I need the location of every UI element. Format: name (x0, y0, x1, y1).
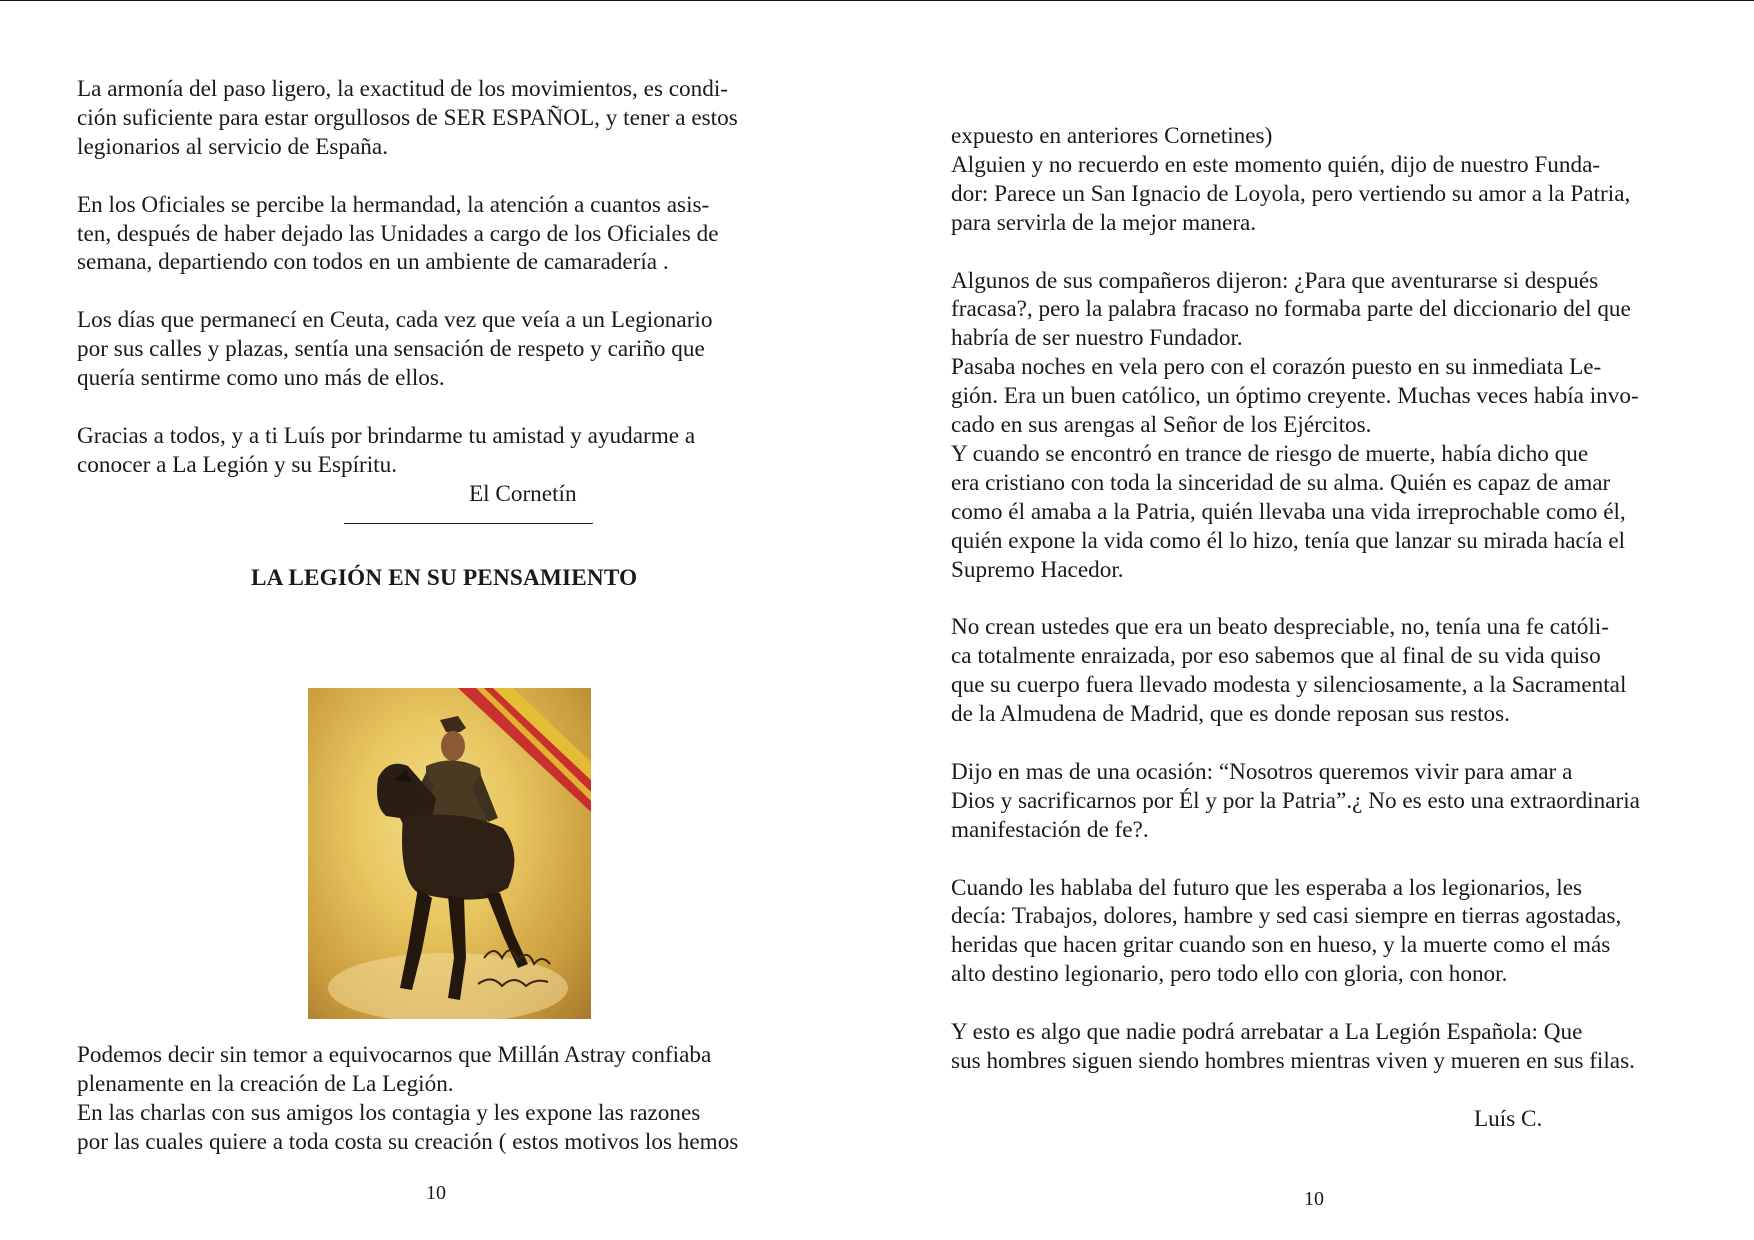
section-separator (344, 523, 593, 524)
page-number-right: 10 (1304, 1188, 1324, 1210)
left-paragraph-4: Gracias a todos, y a ti Luís por brindarme tu amistad y ayudarme a conocer a La Legión y su Espíritu. (77, 422, 696, 478)
right-paragraph-3: No crean ustedes que era un beato despreciable, no, tenía una fe católi- ca totalmente enraizada, por eso sabemos que al final de su vida quiso que su cuerpo fuera llevado modesta y silenciosamente, a la Sacramental de la Almudena de Madrid, que es donde reposan sus restos. (951, 614, 1627, 728)
author-signature: El Cornetín (469, 480, 577, 507)
right-paragraph-5: Cuando les hablaba del futuro que les esperaba a los legionarios, les decía: Trabajos, dolores, hambre y sed casi siempre en tierras agostadas, heridas que hacen gritar cuando son en hueso, y la muerte como el más alto destino legionario, pero todo ello con gloria, con honor. (951, 874, 1622, 988)
left-paragraph-2: En los Oficiales se percibe la hermandad, la atención a cuantos asis- ten, después de haber dejado las Unidades a cargo de los Oficiales de semana, departiendo con todos en un ambiente de camaradería . (77, 191, 719, 276)
left-paragraph-1: La armonía del paso ligero, la exactitud de los movimientos, es condi- ción suficiente para estar orgullosos de SER ESPAÑOL, y tener a estos legionarios al servicio de España. (77, 76, 738, 160)
right-paragraph-4: Dijo en mas de una ocasión: “Nosotros queremos vivir para amar a Dios y sacrificarnos por Él y por la Patria”.¿ No es esto una extraordinaria manifestación de fe?. (951, 758, 1640, 843)
section-heading: LA LEGIÓN EN SU PENSAMIENTO (251, 564, 638, 591)
right-paragraph-1: expuesto en anteriores Cornetines) Alguien y no recuerdo en este momento quién, dijo de nuestro Funda- dor: Parece un San Ignacio de Loyola, pero vertiendo su amor a la Patria, para servirla de la mejor manera. (951, 123, 1631, 236)
left-paragraph-3: Los días que permanecí en Ceuta, cada vez que veía a un Legionario por sus calles y plazas, sentía una sensación de respeto y cariño que quería sentirme como uno más de ellos. (77, 307, 713, 392)
right-page (951, 122, 1695, 1134)
right-paragraph-6: Y esto es algo que nadie podrá arrebatar a La Legión Española: Que sus hombres siguen siendo hombres mientras viven y mueren en sus filas. (951, 1019, 1635, 1074)
top-border-line (0, 0, 1754, 1)
portrait-illustration (308, 688, 591, 1019)
left-page (77, 75, 799, 1157)
horseman-painting (308, 688, 591, 1019)
page-number-left: 10 (426, 1182, 446, 1204)
right-paragraph-2: Algunos de sus compañeros dijeron: ¿Para que aventurarse si después fracasa?, pero la palabra fracaso no formaba parte del diccionario del que habría de ser nuestro Fundador. Pasaba noches en vela pero con el corazón puesto en su inmediata Le- gión. Era un buen católico, un óptimo creyente. Muchas veces había invo- cado en sus arengas al Señor de los Ejércitos. Y cuando se encontró en trance de riesgo de muerte, había dicho que era cristiano con toda la sinceridad de su alma. Quién es capaz de amar como él amaba a la Patria, quién llevaba una vida irreprochable como él, quién expone la vida como él lo hizo, tenía que lanzar su mirada hacía el Supremo Hacedor. (951, 267, 1639, 583)
right-author-signature: Luís C. (1474, 1105, 1543, 1132)
left-paragraph-after-image: Podemos decir sin temor a equivocarnos que Millán Astray confiaba plenamente en la creación de La Legión. En las charlas con sus amigos los contagia y les expone las razones por las cuales quiere a toda costa su creación ( estos motivos los hemos (77, 1042, 739, 1156)
